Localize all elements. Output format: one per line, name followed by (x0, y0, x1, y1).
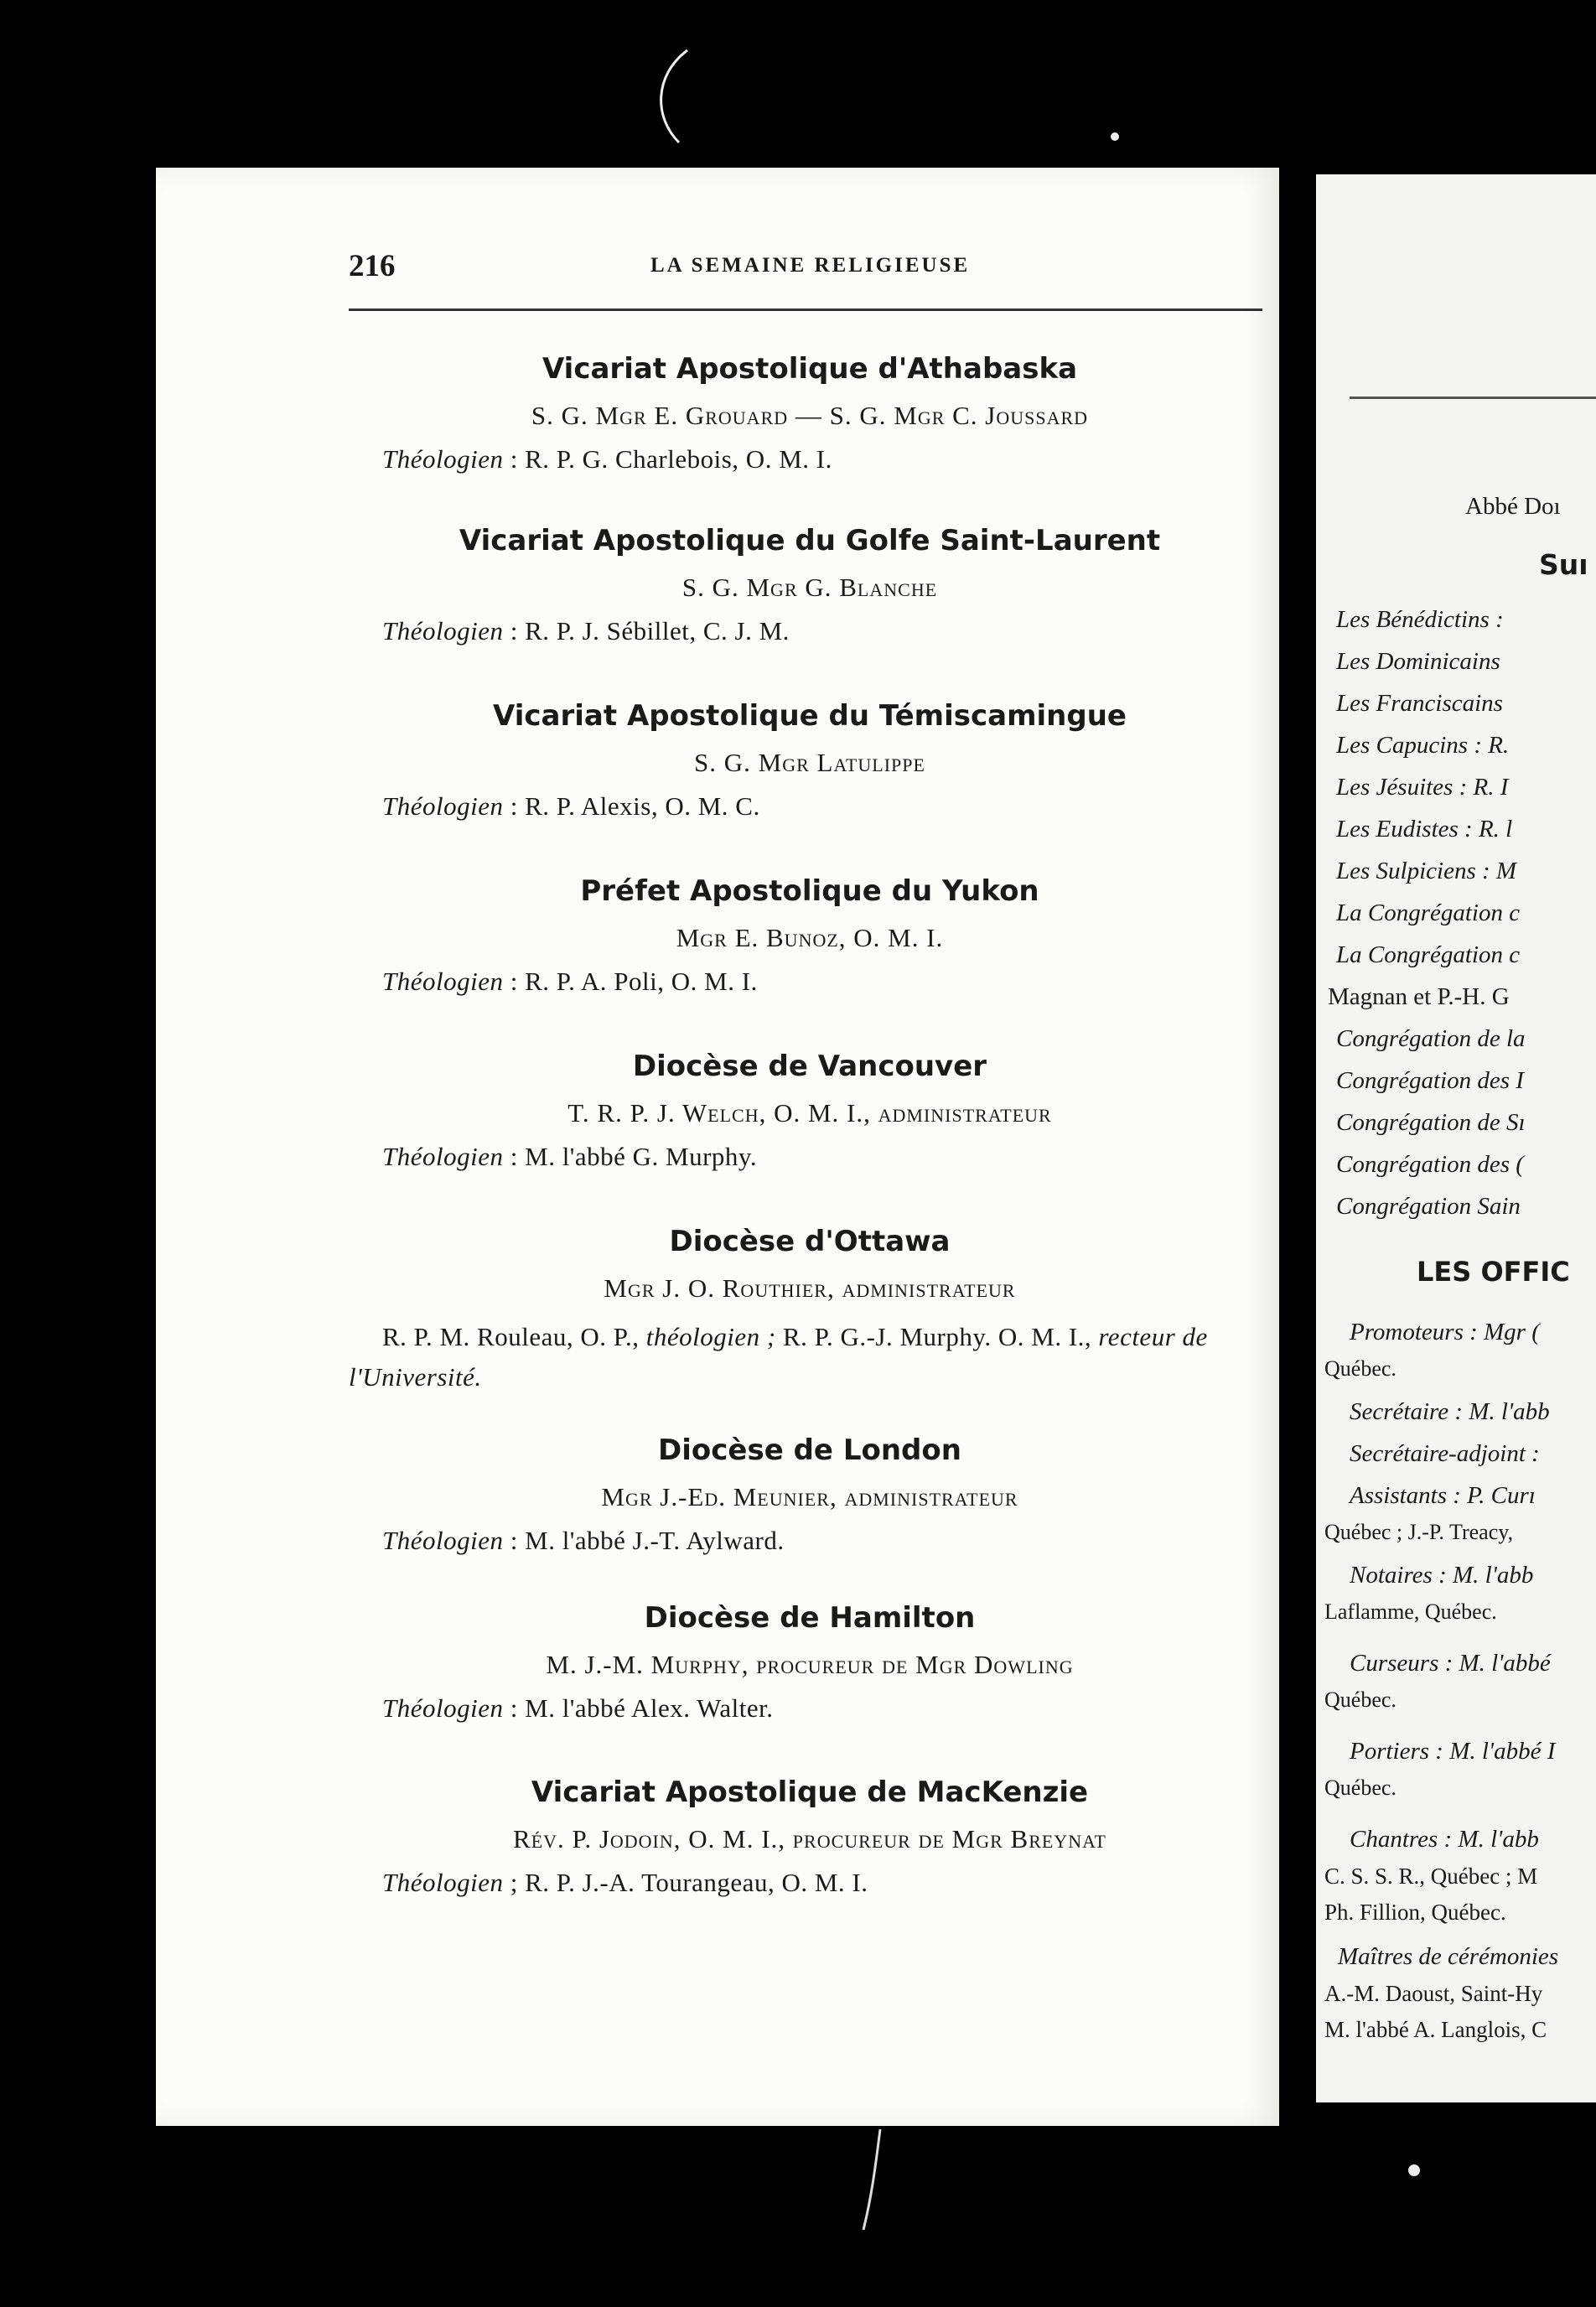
right-line: Abbé Doı (1465, 493, 1561, 520)
theologien-label: Théologien (382, 967, 504, 996)
dust-speck (1111, 132, 1119, 141)
theologien-name: R. P. J. Sébillet, C. J. M. (525, 616, 790, 645)
section-hamilton (349, 1601, 1271, 1724)
ottawa-theologien-label: théologien ; (645, 1322, 776, 1351)
theologien-name: M. l'abbé J.-T. Aylward. (525, 1526, 785, 1555)
section-line: M. J.-M. Murphy, procureur de Mgr Dowling (546, 1650, 1074, 1679)
section-line: Rév. P. Jodoin, O. M. I., procureur de Mgr Breynat (513, 1824, 1106, 1853)
right-line: La Congrégation c (1336, 899, 1521, 926)
right-line: Promoteurs : Mgr ( (1350, 1319, 1540, 1345)
section-title: Préfet Apostolique du Yukon (580, 874, 1039, 908)
right-line: A.-M. Daoust, Saint-Hy (1324, 1981, 1543, 2006)
theologien-line: Théologien : M. l'abbé Alex. Walter. (382, 1693, 774, 1723)
section-title: Vicariat Apostolique du Témiscamingue (493, 699, 1127, 733)
right-line: Assistants : P. Curı (1350, 1482, 1536, 1509)
right-line: Laflamme, Québec. (1324, 1599, 1497, 1624)
right-line: La Congrégation c (1336, 941, 1521, 968)
right-line: Congrégation des I (1336, 1067, 1524, 1094)
section-title: Vicariat Apostolique de MacKenzie (531, 1776, 1089, 1809)
right-header-rule (1350, 397, 1596, 399)
right-line: C. S. S. R., Québec ; M (1324, 1864, 1538, 1889)
right-heading: LES OFFIC (1417, 1256, 1570, 1288)
section-line: S. G. Mgr E. Grouard — S. G. Mgr C. Joussard (531, 401, 1089, 430)
right-line: Notaires : M. l'abb (1350, 1562, 1534, 1589)
film-scratch (620, 42, 704, 151)
right-line: Secrétaire-adjoint : (1350, 1440, 1540, 1467)
right-line: Les Jésuites : R. I (1336, 774, 1509, 801)
theologien-line: Théologien : R. P. J. Sébillet, C. J. M. (382, 616, 790, 645)
right-line: Secrétaire : M. l'abb (1350, 1398, 1550, 1425)
left-page (156, 168, 1279, 2126)
theologien-label: Théologien (382, 444, 504, 474)
theologien-line: Théologien : R. P. Alexis, O. M. C. (382, 791, 760, 821)
section-london (349, 1433, 1271, 1556)
theologien-line: Théologien : R. P. A. Poli, O. M. I. (382, 967, 758, 996)
theologien-name: R. P. G. Charlebois, O. M. I. (525, 444, 832, 474)
section-title: Diocèse de Vancouver (632, 1050, 987, 1083)
theologien-label: Théologien (382, 791, 504, 821)
section-athabaska (349, 352, 1271, 474)
section-line: Mgr E. Bunoz, O. M. I. (676, 923, 944, 952)
right-line: Portiers : M. l'abbé I (1350, 1738, 1556, 1765)
dust-speck (1408, 2164, 1420, 2176)
theologien-name: M. l'abbé Alex. Walter. (525, 1693, 774, 1723)
right-line: Congrégation Sain (1336, 1193, 1521, 1220)
section-yukon (349, 874, 1271, 997)
section-line: Mgr J. O. Routhier, administrateur (604, 1273, 1016, 1303)
right-page (1316, 174, 1596, 2102)
section-line: S. G. Mgr Latulippe (694, 748, 925, 777)
section-golfe-saint-laurent (349, 524, 1271, 646)
theologien-label: Théologien (382, 1142, 504, 1171)
right-line: Chantres : M. l'abb (1350, 1826, 1539, 1853)
right-line: Ph. Fillion, Québec. (1324, 1900, 1506, 1925)
right-line: Congrégation de Sı (1336, 1109, 1526, 1136)
right-line: Québec ; J.-P. Treacy, (1324, 1520, 1514, 1544)
section-temiscamingue (349, 699, 1271, 822)
theologien-name: R. P. Alexis, O. M. C. (525, 791, 760, 821)
ottawa-recteur: recteur de l'Université. (349, 1322, 1208, 1392)
section-title: Vicariat Apostolique du Golfe Saint-Laurent (459, 524, 1161, 557)
section-vancouver (349, 1050, 1271, 1172)
right-line: Les Sulpiciens : M (1336, 858, 1517, 884)
right-line: Curseurs : M. l'abbé (1350, 1650, 1551, 1677)
right-line: Les Bénédictins : (1336, 606, 1504, 633)
theologien-line: Théologien : R. P. G. Charlebois, O. M. I. (382, 444, 832, 474)
section-title: Vicariat Apostolique d'Athabaska (542, 352, 1078, 386)
ottawa-text-b: R. P. G.-J. Murphy. O. M. I., (775, 1322, 1092, 1351)
theologien-label: Théologien (382, 1526, 504, 1555)
theologien-label: Théologien (382, 616, 504, 645)
header-rule (349, 308, 1262, 311)
right-line: Congrégation de la (1336, 1025, 1526, 1052)
theologien-line: Théologien : M. l'abbé J.-T. Aylward. (382, 1526, 785, 1555)
section-line: S. G. Mgr G. Blanche (681, 573, 938, 602)
right-line: Les Dominicains (1336, 648, 1500, 675)
right-line: Québec. (1324, 1356, 1396, 1381)
right-line: Congrégation des ( (1336, 1151, 1524, 1178)
theologien-label: Théologien (382, 1868, 504, 1897)
ottawa-text-a: R. P. M. Rouleau, O. P., (382, 1322, 646, 1351)
right-line: M. l'abbé A. Langlois, C (1324, 2017, 1547, 2042)
right-line: Les Franciscains (1336, 690, 1503, 717)
theologien-line: Théologien : M. l'abbé G. Murphy. (382, 1142, 758, 1171)
theologien-name: M. l'abbé G. Murphy. (525, 1142, 758, 1171)
theologien-name: R. P. J.-A. Tourangeau, O. M. I. (525, 1868, 868, 1897)
running-head: LA SEMAINE RELIGIEUSE (650, 254, 971, 277)
right-heading: Suı (1539, 548, 1588, 581)
ottawa-theologien-paragraph (349, 1317, 1254, 1397)
right-line: Les Capucins : R. (1336, 732, 1510, 759)
right-line: Maîtres de cérémonies (1338, 1943, 1559, 1970)
right-line: Québec. (1324, 1776, 1396, 1800)
section-line: T. R. P. J. Welch, O. M. I., administrateur (567, 1098, 1052, 1128)
section-mackenzie (349, 1776, 1271, 1898)
page-number: 216 (349, 249, 396, 283)
right-line: Magnan et P.-H. G (1328, 983, 1510, 1010)
section-title: Diocèse d'Ottawa (669, 1225, 951, 1258)
theologien-line: Théologien ; R. P. J.-A. Tourangeau, O. M. I. (382, 1868, 868, 1897)
right-line: Les Eudistes : R. l (1336, 816, 1513, 842)
film-scratch (855, 2129, 905, 2230)
right-line: Québec. (1324, 1687, 1396, 1712)
section-ottawa (349, 1225, 1271, 1397)
section-line: Mgr J.-Ed. Meunier, administrateur (601, 1482, 1018, 1511)
theologien-label: Théologien (382, 1693, 504, 1723)
theologien-name: R. P. A. Poli, O. M. I. (525, 967, 758, 996)
section-title: Diocèse de Hamilton (644, 1601, 976, 1635)
section-title: Diocèse de London (658, 1433, 961, 1467)
